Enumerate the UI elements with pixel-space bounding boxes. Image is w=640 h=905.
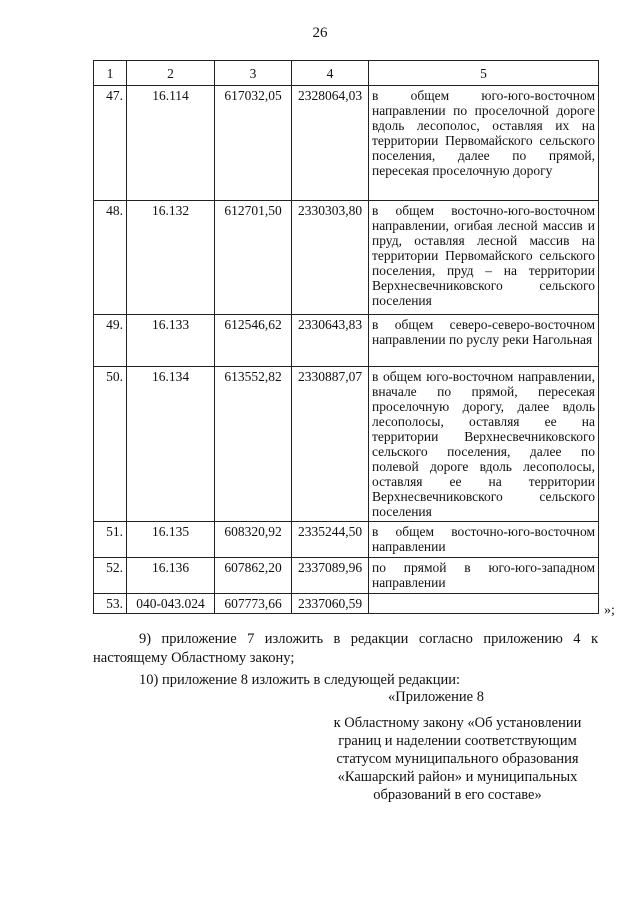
- point-id: 16.133: [127, 315, 215, 367]
- header-col-1: 1: [94, 61, 127, 86]
- coord-x: 612701,50: [215, 201, 292, 315]
- coord-x: 612546,62: [215, 315, 292, 367]
- point-id: 16.135: [127, 522, 215, 558]
- coord-x: 607862,20: [215, 558, 292, 594]
- coord-x: 608320,92: [215, 522, 292, 558]
- table-row: [94, 201, 599, 315]
- coord-y: 2335244,50: [292, 522, 369, 558]
- row-number: 51.: [94, 522, 127, 558]
- page-number: 26: [312, 25, 328, 41]
- appendix-caption: [305, 714, 610, 804]
- row-number: 50.: [94, 367, 127, 522]
- row-number: 53.: [94, 594, 127, 614]
- point-id: 16.134: [127, 367, 215, 522]
- table-header-row: [94, 61, 599, 86]
- coord-x: 617032,05: [215, 86, 292, 201]
- row-number: 49.: [94, 315, 127, 367]
- appendix-title: «Приложение 8: [388, 689, 484, 705]
- route-description: в общем северо-северо-восточном направлении по руслу реки Нагольная: [369, 315, 599, 367]
- route-description: [369, 594, 599, 614]
- table-row: [94, 86, 599, 201]
- header-col-2: 2: [127, 61, 215, 86]
- paragraph-item-10: 10) приложение 8 изложить в следующей редакции:: [139, 672, 461, 688]
- point-id: 16.132: [127, 201, 215, 315]
- route-description: в общем юго-юго-восточном направлении по проселочной дороге вдоль лесополос, оставляя их на территории Первомайского сельского поселения, далее по прямой, пересекая проселочную дорогу: [369, 86, 599, 201]
- row-number: 48.: [94, 201, 127, 315]
- coord-y: 2337089,96: [292, 558, 369, 594]
- route-description: в общем восточно-юго-восточном направлении: [369, 522, 599, 558]
- paragraph-item-9: 9) приложение 7 изложить в редакции согласно приложению 4 к настоящему Областному закону;: [93, 631, 598, 666]
- route-description: по прямой в юго-юго-западном направлении: [369, 558, 599, 594]
- point-id: 16.114: [127, 86, 215, 201]
- table-closing-mark: »;: [604, 603, 615, 618]
- boundary-points-table: [93, 60, 599, 614]
- appendix-caption-line: к Областному закону «Об установлении: [333, 715, 582, 731]
- route-description: в общем восточно-юго-восточном направлении, огибая лесной массив и пруд, оставляя лесной массив на территории Первомайского сельского поселения, пруд – на территории Верхнесвечниковского сельского поселения: [369, 201, 599, 315]
- coord-x: 607773,66: [215, 594, 292, 614]
- table-row: [94, 367, 599, 522]
- coord-x: 613552,82: [215, 367, 292, 522]
- coord-y: 2328064,03: [292, 86, 369, 201]
- header-col-4: 4: [292, 61, 369, 86]
- appendix-caption-line: статусом муниципального образования: [336, 751, 579, 767]
- header-col-5: 5: [369, 61, 599, 86]
- table-row: [94, 522, 599, 558]
- route-description: в общем юго-восточном направлении, вначале по прямой, пересекая проселочную дорогу, далее вдоль лесополосы, оставляя ее на территории Верхнесвечниковского сельского поселения, далее по полевой дороге вдоль лесополосы, оставляя ее на территории Верхнесвечниковского сельского поселения: [369, 367, 599, 522]
- row-number: 47.: [94, 86, 127, 201]
- coord-y: 2330887,07: [292, 367, 369, 522]
- table-row: [94, 558, 599, 594]
- row-number: 52.: [94, 558, 127, 594]
- point-id: 040-043.024: [127, 594, 215, 614]
- header-col-3: 3: [215, 61, 292, 86]
- table-row: [94, 315, 599, 367]
- appendix-caption-line: границ и наделении соответствующим: [338, 733, 577, 749]
- coord-y: 2330643,83: [292, 315, 369, 367]
- coord-y: 2337060,59: [292, 594, 369, 614]
- appendix-caption-line: образований в его составе»: [373, 787, 542, 803]
- appendix-caption-line: «Кашарский район» и муниципальных: [337, 769, 578, 785]
- table-row: [94, 594, 599, 614]
- coord-y: 2330303,80: [292, 201, 369, 315]
- point-id: 16.136: [127, 558, 215, 594]
